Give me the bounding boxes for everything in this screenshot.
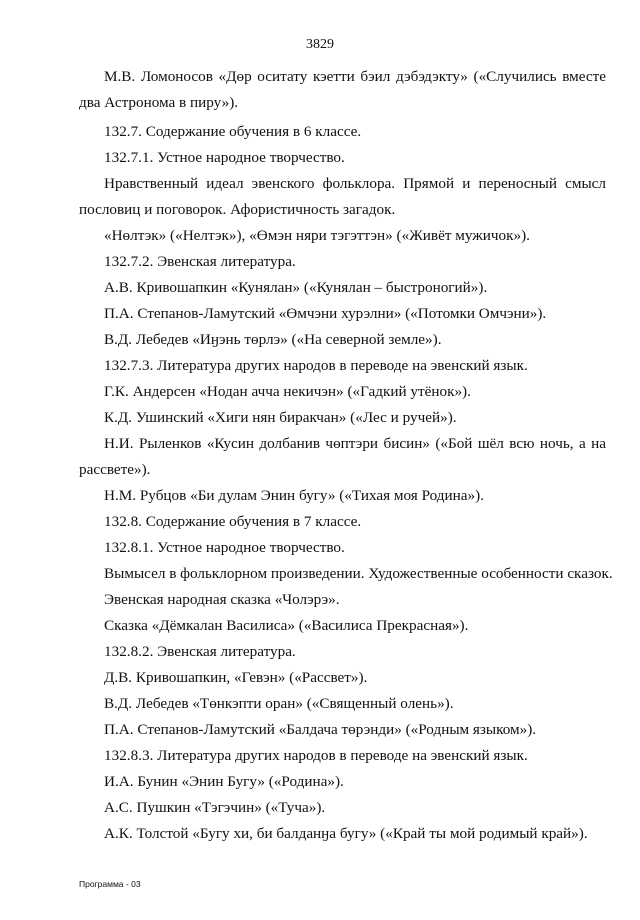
paragraph: М.В. Ломоносов «Дөр оситату кэетти бэил дэбэдэкту» («Случились вместе два Астронома в пиру»). bbox=[79, 68, 606, 111]
list-item: В.Д. Лебедев «Төнкэпти оран» («Священный олень»). bbox=[104, 695, 454, 712]
page-footer: Программа - 03 bbox=[79, 879, 141, 889]
list-item: Сказка «Дёмкалан Василиса» («Василиса Прекрасная»). bbox=[104, 617, 469, 634]
section-heading: 132.7. Содержание обучения в 6 классе. bbox=[104, 123, 362, 140]
list-item: К.Д. Ушинский «Хиги нян биракчан» («Лес и ручей»). bbox=[104, 409, 457, 426]
list-item: А.В. Кривошапкин «Кунялан» («Кунялан – быстроногий»). bbox=[104, 279, 488, 296]
paragraph: Нравственный идеал эвенского фольклора. Прямой и переносный смысл пословиц и поговорок. Афористичность загадок. bbox=[79, 175, 606, 218]
paragraph: Вымысел в фольклорном произведении. Художественные особенности сказок. bbox=[104, 565, 613, 582]
list-item: П.А. Степанов-Ламутский «Өмчэни хурэлни» («Потомки Омчэни»). bbox=[104, 305, 547, 322]
section-heading: 132.7.1. Устное народное творчество. bbox=[104, 149, 345, 166]
list-item: Д.В. Кривошапкин, «Гевэн» («Рассвет»). bbox=[104, 669, 368, 686]
section-heading: 132.8.1. Устное народное творчество. bbox=[104, 539, 345, 556]
section-heading: 132.7.2. Эвенская литература. bbox=[104, 253, 296, 270]
section-heading: 132.8. Содержание обучения в 7 классе. bbox=[104, 513, 362, 530]
list-item: А.С. Пушкин «Тэгэчин» («Туча»). bbox=[104, 799, 326, 816]
section-heading: 132.8.2. Эвенская литература. bbox=[104, 643, 296, 660]
list-item: П.А. Степанов-Ламутский «Балдача төрэнди» («Родным языком»). bbox=[104, 721, 537, 738]
section-heading: 132.8.3. Литература других народов в переводе на эвенский язык. bbox=[104, 747, 528, 764]
list-item: А.К. Толстой «Бугу хи, би балданӈа бугу» («Край ты мой родимый край»). bbox=[104, 825, 588, 842]
page-number: 3829 bbox=[306, 37, 334, 52]
list-item: «Нөлтэк» («Нелтэк»), «Өмэн няри тэгэттэн» («Живёт мужичок»). bbox=[104, 227, 530, 244]
section-heading: 132.7.3. Литература других народов в переводе на эвенский язык. bbox=[104, 357, 528, 374]
list-item: И.А. Бунин «Энин Бугу» («Родина»). bbox=[104, 773, 344, 790]
list-item: Эвенская народная сказка «Чолэрэ». bbox=[104, 591, 340, 608]
list-item: Г.К. Андерсен «Нодан ачча некичэн» («Гадкий утёнок»). bbox=[104, 383, 471, 400]
list-item: Н.М. Рубцов «Би дулам Энин бугу» («Тихая моя Родина»). bbox=[104, 487, 484, 504]
paragraph: Н.И. Рыленков «Кусин долбанив чөптэри бисин» («Бой шёл всю ночь, а на рассвете»). bbox=[79, 435, 606, 478]
list-item: В.Д. Лебедев «Иӈэнь төрлэ» («На северной земле»). bbox=[104, 331, 442, 348]
